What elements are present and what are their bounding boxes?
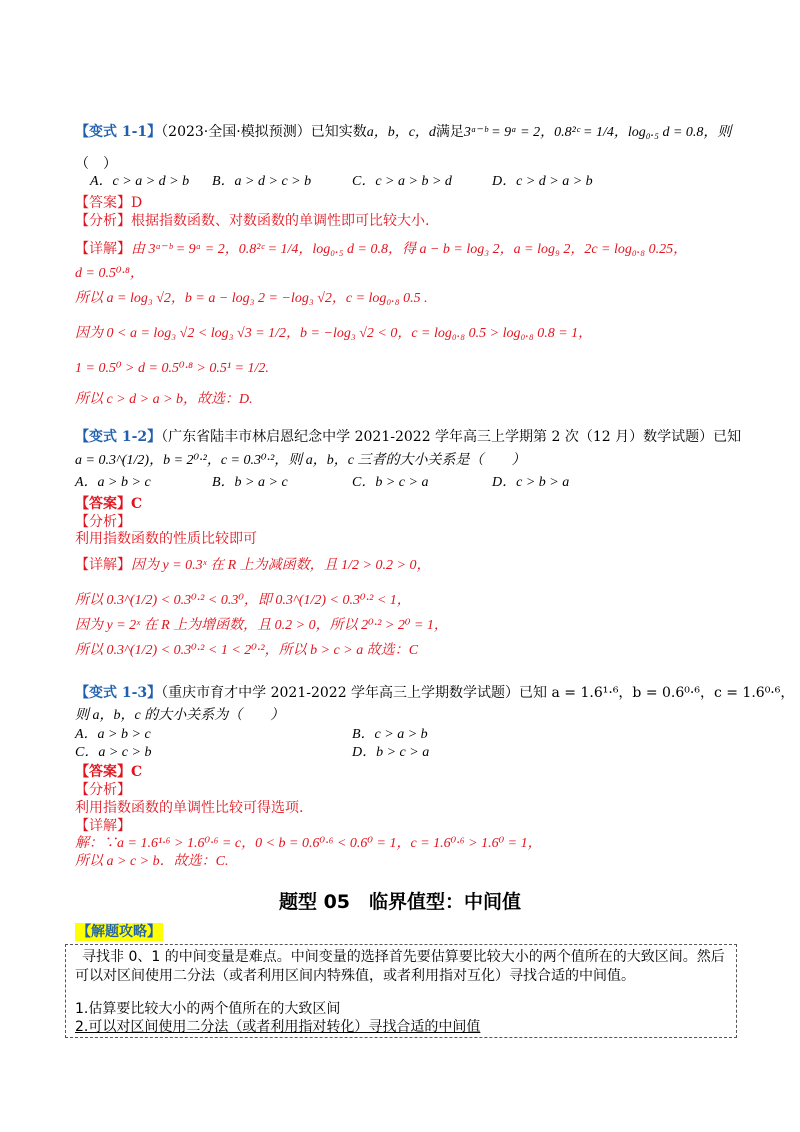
v11-head: 【变式 1-1】 [75, 124, 162, 140]
v12-answer-tag: 【答案】 [75, 496, 131, 512]
v11-detail2: d = 0.5⁰·⁸， [75, 266, 144, 281]
v11-analysis-tag: 【分析】 [75, 213, 131, 229]
v13-answer: C [131, 764, 143, 780]
v11-detail-tag: 【详解】 [75, 241, 131, 257]
v11-option-c: C．c > a > b > d [352, 174, 452, 189]
v13-detail2: 所以 a > c > b．故选：C. [75, 854, 229, 869]
v11-analysis: 根据指数函数、对数函数的单调性即可比较大小. [131, 213, 430, 229]
strategy-p3: 1.估算要比较大小的两个值所在的大致区间 [75, 1001, 341, 1017]
v13-answer-tag: 【答案】 [75, 764, 131, 780]
section-title: 题型 05 临界值型：中间值 [278, 891, 522, 913]
v11-option-a: A．c > a > d > b [90, 174, 190, 189]
v11-detail5: 1 = 0.5⁰ > d = 0.5⁰·⁸ > 0.5¹ = 1/2. [75, 361, 269, 376]
v12-answer-line [75, 495, 142, 513]
v11-answer: D [131, 195, 143, 211]
v12-detail4: 所以 0.3^(1/2) < 0.3⁰·² < 1 < 2⁰·²，所以 b > c > a 故选：C [75, 643, 419, 658]
v11-source: （2023·全国·模拟预测）已知实数 [161, 124, 367, 140]
v13-option-b: B．c > a > b [352, 727, 428, 742]
v11-analysis-line [75, 212, 429, 230]
v12-source: （广东省陆丰市林启恩纪念中学 2021-2022 学年高三上学期第 2 次（12 月）数学试题）已知 [161, 429, 742, 445]
v11-cond-pre: 满足 [435, 124, 464, 140]
v12-question-line1 [75, 428, 741, 446]
v11-option-d: D．c > d > a > b [492, 174, 593, 189]
v12-detail-tag: 【详解】 [75, 557, 131, 573]
v12-detail1: 因为 y = 0.3ˣ 在 R 上为减函数，且 1/2 > 0.2 > 0， [131, 558, 431, 573]
v13-detail-tag: 【详解】 [75, 818, 131, 834]
v13-question-line1 [75, 684, 794, 702]
v12-analysis-tag: 【分析】 [75, 514, 131, 530]
v13-head: 【变式 1-3】 [75, 685, 162, 701]
v11-detail-line1 [75, 240, 687, 259]
v13-answer-line [75, 763, 142, 781]
v12-question-line2: a = 0.3^(1/2)，b = 2⁰·²，c = 0.3⁰·²，则 a，b，c 三者的大小关系是（ ） [75, 453, 526, 468]
v12-detail2: 所以 0.3^(1/2) < 0.3⁰·² < 0.3⁰，即 0.3^(1/2) < 0.3⁰·² < 1， [75, 593, 411, 608]
v12-option-b: B．b > a > c [212, 475, 288, 490]
v11-detail4: 因为 0 < a = log₃ √2 < log₃ √3 = 1/2，b = −log₃ √2 < 0，c = log₀.₈ 0.5 > log₀.₈ 0.8 = 1， [75, 326, 593, 341]
v12-head: 【变式 1-2】 [75, 429, 162, 445]
v11-answer-line [75, 194, 142, 212]
v11-detail6: 所以 c > d > a > b，故选：D. [75, 392, 253, 407]
v12-option-a: A．a > b > c [75, 475, 151, 490]
strategy-p2: 可以对区间使用二分法（或者利用区间内特殊值，或者利用指对互化）寻找合适的中间值。 [75, 968, 635, 984]
v12-option-c: C．b > c > a [352, 475, 429, 490]
v11-question-line1 [75, 123, 731, 142]
strategy-p1: 寻找非 0、1 的中间变量是难点。中间变量的选择首先要估算要比较大小的两个值所在的大致区间。然后 [82, 949, 725, 965]
v11-answer-tag: 【答案】 [75, 195, 131, 211]
v13-option-a: A．a > b > c [75, 727, 151, 742]
v13-option-d: D．b > c > a [352, 745, 430, 760]
strategy-p4: 2.可以对区间使用二分法（或者利用指对转化）寻找合适的中间值 [75, 1019, 481, 1035]
v11-option-b: B．a > d > c > b [212, 174, 312, 189]
v13-option-c: C．a > c > b [75, 745, 152, 760]
v13-source: （重庆市育才中学 2021-2022 学年高三上学期数学试题）已知 a = 1.6¹·⁶，b = 0.6⁰·⁶，c = 1.6⁰·⁶， [161, 685, 795, 701]
v11-paren: （ ） [75, 156, 117, 172]
v12-option-d: D．c > b > a [492, 475, 570, 490]
v12-answer: C [131, 496, 143, 512]
v11-detail3: 所以 a = log₃ √2，b = a − log₃ 2 = −log₃ √2，c = log₀.₈ 0.5 . [75, 291, 428, 306]
v13-analysis: 利用指数函数的单调性比较可得选项. [75, 800, 304, 816]
v12-analysis: 利用指数函数的性质比较即可 [75, 531, 257, 547]
strategy-tag: 【解题攻略】 [77, 924, 161, 940]
v11-condition: 3ᵃ⁻ᵇ = 9ᵃ = 2，0.8²ᶜ = 1/4，log₀.₅ d = 0.8，则 [463, 125, 732, 140]
v13-analysis-tag: 【分析】 [75, 782, 131, 798]
v13-detail1: 解：∵a = 1.6¹·⁶ > 1.6⁰·⁶ = c，0 < b = 0.6⁰·⁶ < 0.6⁰ = 1，c = 1.6⁰·⁶ > 1.6⁰ = 1， [75, 836, 542, 851]
v12-detail3: 因为 y = 2ˣ 在 R 上为增函数，且 0.2 > 0，所以 2⁰·² > 2⁰ = 1， [75, 618, 448, 633]
v13-question-line2: 则 a，b，c 的大小关系为（ ） [75, 708, 285, 723]
v12-detail-line1 [75, 556, 430, 575]
v11-vars: a，b，c，d [366, 125, 436, 140]
v11-detail1: 由 3ᵃ⁻ᵇ = 9ᵃ = 2，0.8²ᶜ = 1/4，log₀.₅ d = 0.8，得 a − b = log₃ 2，a = log₉ 2，2c = log₀.₈ 0.25， [131, 242, 688, 257]
